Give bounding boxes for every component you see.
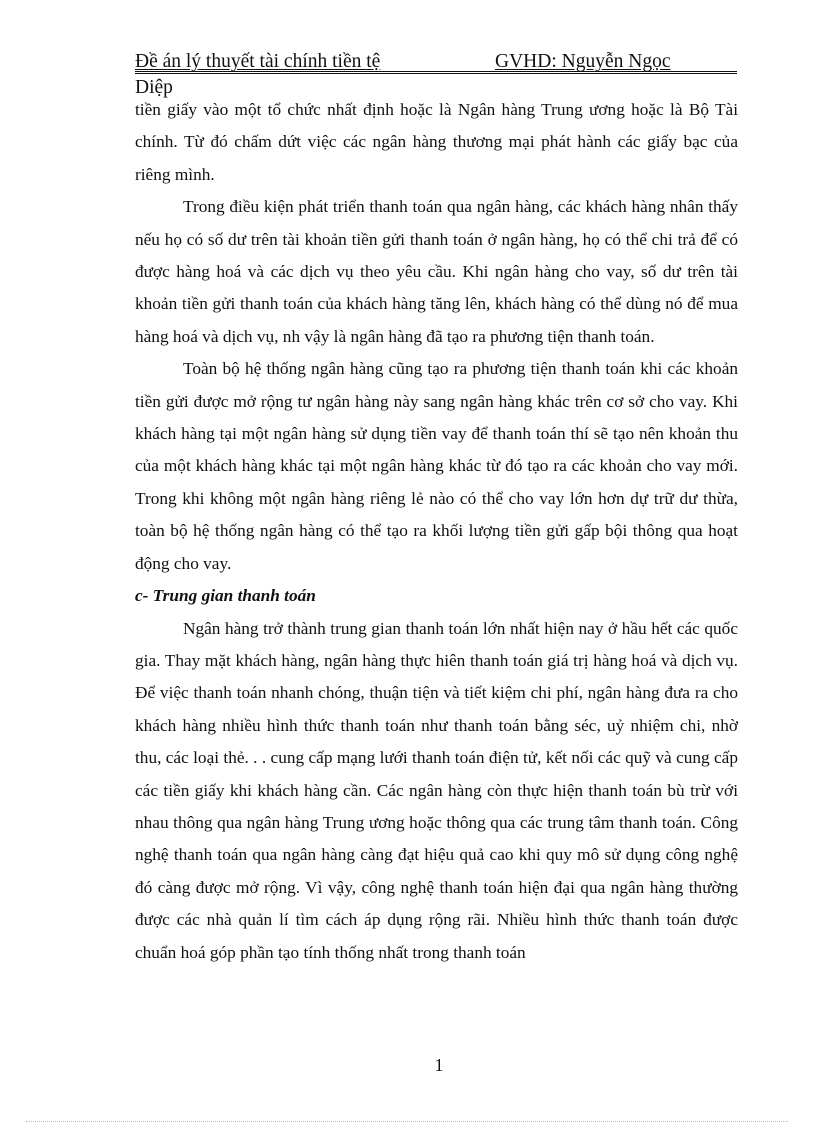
paragraph-3: Toàn bộ hệ thống ngân hàng cũng tạo ra phương tiện thanh toán khi các khoản tiền gửi được mở rộng tư ngân hàng này sang ngân hàng khác trên cơ sở cho vay. Khi khách hàng tại một ngân hàng sử dụng tiền vay để thanh toán thí sẽ tạo nên khoản thu của một khách hàng khác tại một ngân hàng khác từ đó tạo ra các khoản cho vay mới. Trong khi không một ngân hàng riêng lẻ nào có thể cho vay lớn hơn dự trữ dư thừa, toàn bộ hệ thống ngân hàng có thể tạo ra khối lượng tiền gửi gấp bội thông qua hoạt động cho vay. bbox=[135, 359, 738, 573]
paragraph-1: tiền giấy vào một tổ chức nhất định hoặc là Ngân hàng Trung ương hoặc là Bộ Tài chính. Từ đó chấm dứt việc các ngân hàng thương mại phát hành các giấy bạc của riêng mình. bbox=[135, 100, 738, 184]
page-number: 1 bbox=[434, 1055, 444, 1075]
header-supervisor-continuation: Diệp bbox=[135, 77, 173, 98]
paragraph-2: Trong điều kiện phát triển thanh toán qua ngân hàng, các khách hàng nhân thấy nếu họ có số dư trên tài khoản tiền gửi thanh toán ở ngân hàng, họ có thể chi trả để có được hàng hoá và các dịch vụ theo yêu cầu. Khi ngân hàng cho vay, số dư trên tài khoản tiền gửi thanh toán của khách hàng tăng lên, khách hàng có thể dùng nó để mua hàng hoá và dịch vụ, nh vậy là ngân hàng đã tạo ra phương tiện thanh toán. bbox=[135, 197, 738, 346]
section-heading: c- Trung gian thanh toán bbox=[135, 586, 316, 606]
page-header bbox=[135, 50, 737, 100]
header-supervisor: GVHD: Nguyễn Ngọc bbox=[495, 51, 671, 72]
page-bottom-border bbox=[26, 1121, 788, 1122]
header-line bbox=[135, 50, 737, 74]
header-rule bbox=[135, 71, 737, 74]
body-text bbox=[135, 94, 738, 969]
paragraph-4: Ngân hàng trở thành trung gian thanh toán lớn nhất hiện nay ở hầu hết các quốc gia. Thay mặt khách hàng, ngân hàng thực hiên thanh toán giá trị hàng hoá và dịch vụ. Để việc thanh toán nhanh chóng, thuận tiện và tiết kiệm chi phí, ngân hàng đưa ra cho khách hàng nhiều hình thức thanh toán như thanh toán bằng séc, uỷ nhiệm chi, nhờ thu, các loại thẻ. . . cung cấp mạng lưới thanh toán điện tử, kết nối các quỹ và cung cấp các tiền giấy khi khách hàng cần. Các ngân hàng còn thực hiện thanh toán bù trừ với nhau thông qua ngân hàng Trung ương hoặc thông qua các trung tâm thanh toán. Công nghệ thanh toán qua ngân hàng càng đạt hiệu quả cao khi quy mô sử dụng công nghệ đó càng được mở rộng. Vì vậy, công nghệ thanh toán hiện đại qua ngân hàng thường được các nhà quản lí tìm cách áp dụng rộng rãi. Nhiều hình thức thanh toán được chuẩn hoá góp phần tạo tính thống nhất trong thanh toán bbox=[135, 618, 738, 962]
header-document-title: Đề án lý thuyết tài chính tiền tệ bbox=[135, 51, 381, 72]
